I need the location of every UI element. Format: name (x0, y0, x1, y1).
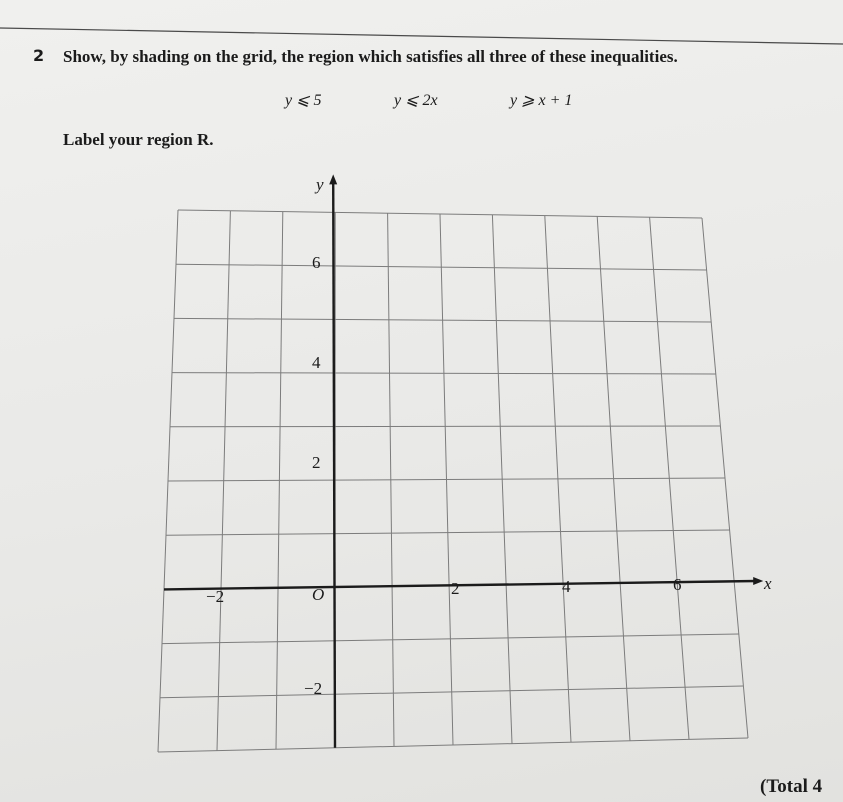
inequality-1: y ⩽ 5 (285, 92, 322, 109)
label-instruction: Label your region R. (63, 130, 214, 149)
x-axis-line (164, 581, 756, 589)
x-tick-label-6: 6 (673, 575, 682, 594)
grid-line-horizontal (172, 373, 716, 374)
y-tick-label-2: 2 (312, 453, 321, 472)
y-axis-arrow-icon (329, 174, 337, 184)
x-axis-name: x (764, 574, 772, 593)
axes (164, 174, 763, 747)
x-tick-label-2: 2 (451, 579, 460, 598)
y-tick-label-4: 4 (312, 353, 321, 372)
inequality-2: y ⩽ 2x (394, 92, 438, 109)
inequality-3: y ⩾ x + 1 (510, 92, 573, 109)
y-tick-label-6: 6 (312, 253, 321, 272)
grid-line-horizontal (170, 426, 720, 427)
question-number: 2 (33, 46, 45, 65)
x-axis-arrow-icon (753, 577, 763, 585)
question-text: Show, by shading on the grid, the region which satisfies all three of these inequalities. (63, 47, 678, 66)
x-tick-label-neg2: −2 (206, 587, 225, 606)
grid-lines (158, 210, 748, 752)
axis-labels (206, 175, 772, 698)
origin-label: O (312, 585, 325, 604)
total-marks: (Total 4 (760, 776, 823, 797)
y-tick-label-neg2: −2 (304, 679, 323, 698)
x-tick-label-4: 4 (562, 577, 571, 596)
y-axis-name: y (316, 175, 324, 194)
